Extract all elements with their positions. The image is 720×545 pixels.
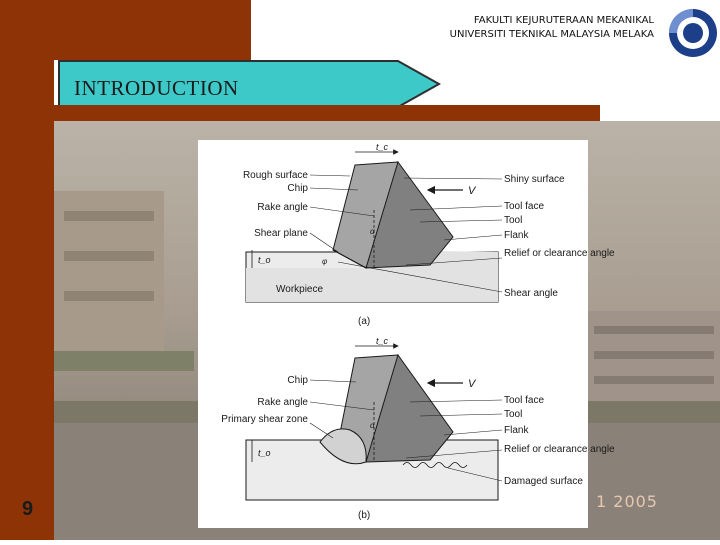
institution-header xyxy=(450,14,654,42)
workpiece-label-a: Workpiece xyxy=(276,284,324,295)
chip-label-a: Chip xyxy=(287,183,308,194)
chip-label-b: Chip xyxy=(287,375,308,386)
tool-face-label-a: Tool face xyxy=(504,201,545,212)
rake-angle-label-a: Rake angle xyxy=(257,202,308,213)
primary-shear-zone-label: Primary shear zone xyxy=(221,414,308,425)
slide-title: INTRODUCTION xyxy=(74,76,239,100)
tool-label-b: Tool xyxy=(504,409,523,420)
top-brown-block xyxy=(54,0,251,60)
alpha-symbol-b: α xyxy=(370,421,375,430)
tool-face-label-b: Tool face xyxy=(504,395,545,406)
tool-label-a: Tool xyxy=(504,215,523,226)
figure-b-label: (b) xyxy=(358,510,371,521)
faculty-name: FAKULTI KEJURUTERAAN MEKANIKAL xyxy=(473,15,654,26)
university-name: UNIVERSITI TEKNIKAL MALAYSIA MELAKA xyxy=(449,29,654,40)
photo-date-stamp: 1 2005 xyxy=(596,492,658,511)
cutting-diagram xyxy=(198,140,615,528)
figure-a-label: (a) xyxy=(358,316,371,327)
diagram-a xyxy=(243,142,615,327)
left-brown-band xyxy=(0,0,54,540)
flank-label-a: Flank xyxy=(504,230,529,241)
velocity-symbol-a: V xyxy=(468,185,476,197)
tc-symbol-a: t_c xyxy=(376,142,389,152)
to-symbol-b: t_o xyxy=(258,448,271,458)
relief-angle-label-a xyxy=(504,248,615,259)
shear-angle-label: Shear angle xyxy=(504,288,558,299)
flank-label-b: Flank xyxy=(504,425,529,436)
damaged-surface-label: Damaged surface xyxy=(504,476,583,487)
relief-angle-label-a-text: Relief or clearance angle xyxy=(504,248,615,259)
rough-surface-label: Rough surface xyxy=(242,170,308,181)
tc-symbol-b: t_c xyxy=(376,336,389,346)
velocity-symbol-b: V xyxy=(468,378,476,390)
shear-plane-label: Shear plane xyxy=(254,228,308,239)
rake-angle-label-b: Rake angle xyxy=(257,397,308,408)
phi-symbol-a: φ xyxy=(322,257,328,266)
page-number: 9 xyxy=(22,498,34,520)
university-logo xyxy=(660,3,720,63)
alpha-symbol-a: α xyxy=(370,227,375,236)
relief-angle-label-b: Relief or clearance angle xyxy=(504,444,615,455)
diagram-b xyxy=(221,336,615,521)
to-symbol-a: t_o xyxy=(258,255,271,265)
shiny-surface-label: Shiny surface xyxy=(504,174,565,185)
title-underline-bar xyxy=(54,105,600,121)
